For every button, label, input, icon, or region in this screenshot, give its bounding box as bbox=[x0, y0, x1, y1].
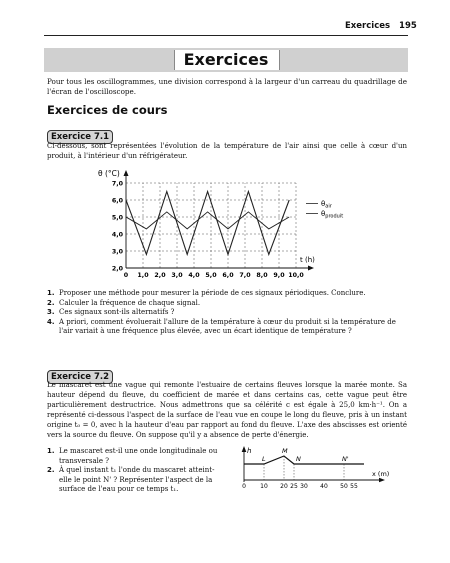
y-axis-arrow bbox=[124, 170, 129, 176]
header-rule bbox=[44, 35, 408, 36]
x-tick-label: 0 bbox=[242, 483, 246, 490]
exercise-7-1-questions bbox=[47, 289, 407, 337]
question-item bbox=[47, 299, 407, 309]
exercise-7-2-questions bbox=[47, 447, 225, 495]
question-number: 1. bbox=[47, 447, 55, 455]
question-text: Ces signaux sont-ils alternatifs ? bbox=[59, 308, 175, 317]
x-axis-arrow bbox=[308, 266, 314, 271]
x-axis-arrow bbox=[379, 478, 385, 483]
x-tick-label: 3,0 bbox=[171, 272, 183, 279]
question-item bbox=[47, 318, 407, 337]
question-text: Calculer la fréquence de chaque signal. bbox=[59, 298, 201, 307]
question-text: A priori, comment évoluerait l'allure de la température à cœur du produit si la température de l'air variait à une fréquence plus élevée, avec un écart identique de température ? bbox=[59, 317, 396, 336]
y-tick-label: 7,0 bbox=[111, 180, 123, 188]
question-number: 3. bbox=[47, 308, 55, 317]
y-tick-label: 4,0 bbox=[111, 231, 123, 239]
series-air-line bbox=[126, 192, 289, 255]
page-title: Exercices bbox=[183, 50, 269, 69]
x-tick-label: 7,0 bbox=[239, 272, 251, 279]
x-tick-label: 20 bbox=[280, 483, 288, 490]
x-axis-label: x (m) bbox=[372, 470, 390, 478]
x-tick-label: 40 bbox=[320, 483, 328, 490]
x-tick-label: 1,0 bbox=[137, 272, 149, 279]
running-title: Exercices bbox=[345, 21, 391, 31]
temperature-chart bbox=[90, 166, 380, 282]
x-tick-label: 30 bbox=[300, 483, 308, 490]
x-tick-label: 2,0 bbox=[154, 272, 166, 279]
x-tick-label: 10 bbox=[260, 483, 268, 490]
x-tick-label: 6,0 bbox=[222, 272, 234, 279]
question-number: 1. bbox=[47, 289, 55, 297]
exercise-7-2-label: Exercice 7.2 bbox=[47, 370, 113, 384]
question-text: À quel instant t₁ l'onde du mascaret atteint-elle le point N' ? Représenter l'aspect de la surface de l'eau pour ce temps t₁. bbox=[59, 466, 215, 494]
intro-text: Pour tous les oscillogrammes, une division correspond à la largeur d'un carreau du quadrillage de l'écran de l'oscilloscope. bbox=[47, 77, 407, 96]
question-item bbox=[47, 466, 225, 495]
x-tick-label: 5,0 bbox=[205, 272, 217, 279]
question-number: 2. bbox=[47, 298, 55, 307]
question-number: 4. bbox=[47, 317, 55, 326]
x-tick-label: 50 bbox=[340, 483, 348, 490]
running-header bbox=[345, 21, 417, 31]
section-title: Exercices de cours bbox=[47, 103, 168, 117]
question-text: Le mascaret est-il une onde longitudinale ou transversale ? bbox=[59, 447, 218, 465]
x-tick-label: 0 bbox=[123, 272, 129, 279]
x-tick-label: 8,0 bbox=[256, 272, 268, 279]
y-tick-label: 5,0 bbox=[111, 214, 123, 222]
point-label: L bbox=[262, 455, 266, 463]
question-item bbox=[47, 308, 407, 318]
h-axis-arrow bbox=[242, 446, 247, 452]
point-label: M bbox=[282, 447, 288, 455]
x-tick-label: 4,0 bbox=[188, 272, 200, 279]
legend-label: $\theta_{produit}$ bbox=[321, 210, 344, 220]
x-tick-label: 55 bbox=[350, 483, 358, 490]
point-label: N bbox=[296, 455, 301, 463]
x-tick-label: 10,0 bbox=[288, 272, 304, 279]
question-item bbox=[47, 289, 407, 299]
question-number: 2. bbox=[47, 466, 55, 475]
exercise-7-1-label: Exercice 7.1 bbox=[47, 130, 113, 144]
y-tick-label: 3,0 bbox=[111, 248, 123, 256]
question-item bbox=[47, 447, 225, 466]
h-axis-label: h bbox=[247, 447, 252, 455]
x-tick-label: 9,0 bbox=[273, 272, 285, 279]
legend-label: $\theta_{air}$ bbox=[321, 199, 332, 210]
exercise-7-2-text: Le mascaret est une vague qui remonte l'estuaire de certains fleuves lorsque la marée monte. Sa hauteur dépend du fleuve, du coefficient de marée et dans certains cas, cette vague peut être particulièrement destructrice. Nous admettrons que sa célérité c est égale à 25,0 km·h⁻¹. On a représenté ci-dessous l'aspect de la surface de l'eau vue en coupe le long du fleuve, pris à un instant origine t₀ = 0, avec h la hauteur d'eau par rapport au fond du fleuve. L'axe des abscisses est orienté vers la source du fleuve. On suppose qu'il y a absence de perte d'énergie. bbox=[47, 381, 407, 439]
x-tick-label: 25 bbox=[290, 483, 298, 490]
mascaret-diagram bbox=[232, 444, 408, 492]
y-axis-label: θ (°C) bbox=[98, 169, 120, 178]
question-text: Proposer une méthode pour mesurer la période de ces signaux périodiques. Conclure. bbox=[59, 289, 366, 297]
y-tick-label: 6,0 bbox=[111, 197, 123, 205]
y-tick-label: 2,0 bbox=[111, 265, 123, 273]
point-label: N' bbox=[342, 455, 349, 463]
series-produit-line bbox=[126, 212, 289, 229]
x-axis-label: t (h) bbox=[300, 256, 315, 264]
exercise-7-1-text: Ci-dessous, sont représentées l'évolution de la température de l'air ainsi que celle à cœur d'un produit, à l'intérieur d'un réfrigérateur. bbox=[47, 142, 407, 160]
page-number: 195 bbox=[399, 21, 417, 31]
